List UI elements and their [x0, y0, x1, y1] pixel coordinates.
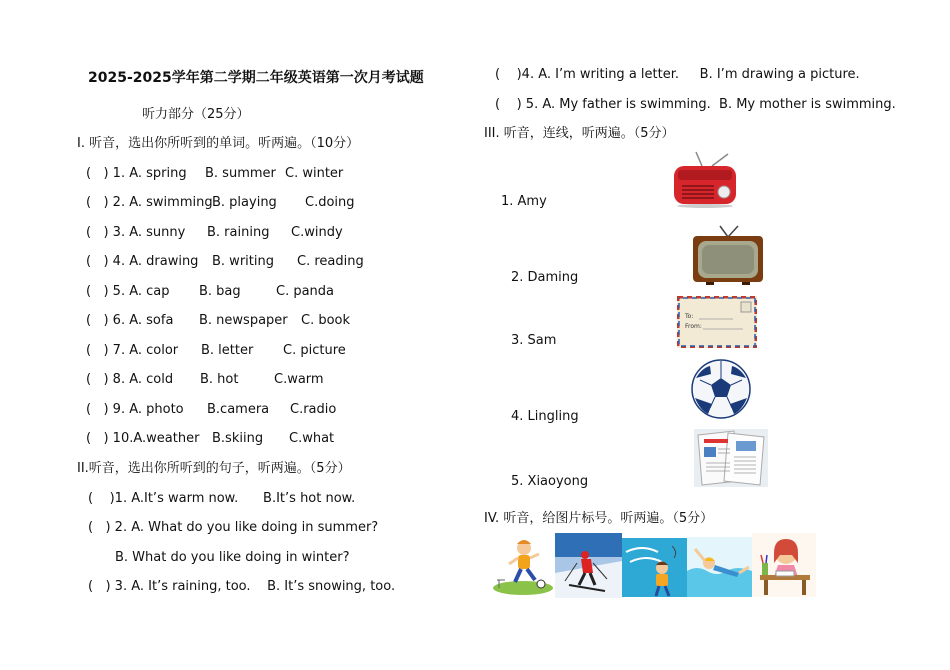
question-7-option-b: B. letter: [201, 343, 254, 358]
television-icon: [692, 225, 764, 285]
windy-day-child-icon: [622, 538, 687, 597]
swimmer-icon: [687, 537, 752, 597]
question-1-option-c: C. winter: [285, 166, 344, 181]
name-amy: 1. Amy: [501, 194, 547, 209]
question-7-option-a: ( ) 7. A. color: [86, 343, 179, 358]
question-5-option-b: B. bag: [199, 284, 241, 299]
question-5-option-c: C. panda: [276, 284, 335, 299]
question-9-option-c: C.radio: [290, 402, 337, 417]
question-4-option-c: C. reading: [297, 254, 364, 269]
football-icon: [690, 358, 752, 420]
name-daming: 2. Daming: [511, 270, 579, 285]
question-6-option-b: B. newspaper: [199, 313, 288, 328]
question-2-option-c: C.doing: [305, 195, 355, 210]
question-3-option-a: ( ) 3. A. sunny: [86, 225, 186, 240]
section2-heading: II.听音，选出你所听到的句子，听两遍。（5分）: [77, 461, 351, 476]
question-2-option-b: B. playing: [212, 195, 277, 210]
section2-item-5: ( ) 5. A. My father is swimming. B. My mother is swimming.: [495, 97, 896, 112]
name-xiaoyong: 5. Xiaoyong: [511, 474, 589, 489]
skier-icon: [555, 533, 622, 598]
listening-header: 听力部分（25分）: [142, 107, 250, 122]
question-10-option-c: C.what: [289, 431, 335, 446]
name-lingling: 4. Lingling: [511, 409, 579, 424]
page-title: 2025-2025学年第二学期二年级英语第一次月考试题: [88, 70, 424, 86]
football-player-icon: [491, 536, 555, 599]
question-4-option-b: B. writing: [212, 254, 274, 269]
section2-item-1: ( )1. A.It’s warm now. B.It’s hot now.: [88, 491, 356, 506]
question-10-option-b: B.skiing: [212, 431, 264, 446]
envelope-from-label: From:: [685, 323, 702, 330]
newspaper-icon: [694, 429, 768, 487]
section2-item-2: ( ) 2. A. What do you like doing in summer?: [88, 520, 379, 535]
girl-drawing-icon: [752, 533, 816, 597]
question-6-option-c: C. book: [301, 313, 351, 328]
question-5-option-a: ( ) 5. A. cap: [86, 284, 170, 299]
question-1-option-b: B. summer: [205, 166, 276, 181]
section2-item-4: ( )4. A. I’m writing a letter. B. I’m drawing a picture.: [495, 67, 860, 82]
section4-heading: IV. 听音，给图片标号。听两遍。（5分）: [484, 511, 714, 526]
radio-icon: [672, 150, 738, 208]
section1-heading: I. 听音，选出你所听到的单词。听两遍。（10分）: [77, 136, 360, 151]
question-3-option-c: C.windy: [291, 225, 343, 240]
question-2-option-a: ( ) 2. A. swimming: [86, 195, 213, 210]
question-3-option-b: B. raining: [207, 225, 270, 240]
question-9-option-b: B.camera: [207, 402, 270, 417]
question-4-option-a: ( ) 4. A. drawing: [86, 254, 199, 269]
name-sam: 3. Sam: [511, 333, 557, 348]
section2-item-3: ( ) 3. A. It’s raining, too. B. It’s snowing, too.: [88, 579, 396, 594]
question-9-option-a: ( ) 9. A. photo: [86, 402, 184, 417]
question-8-option-b: B. hot: [200, 372, 239, 387]
envelope-to-label: To:: [685, 313, 694, 320]
question-8-option-a: ( ) 8. A. cold: [86, 372, 174, 387]
envelope-icon: [677, 296, 757, 348]
section3-heading: III. 听音，连线，听两遍。（5分）: [484, 126, 675, 141]
question-1-option-a: ( ) 1. A. spring: [86, 166, 187, 181]
question-7-option-c: C. picture: [283, 343, 346, 358]
question-8-option-c: C.warm: [274, 372, 324, 387]
section2-item-2b: B. What do you like doing in winter?: [115, 550, 350, 565]
question-10-option-a: ( ) 10.A.weather: [86, 431, 200, 446]
question-6-option-a: ( ) 6. A. sofa: [86, 313, 174, 328]
